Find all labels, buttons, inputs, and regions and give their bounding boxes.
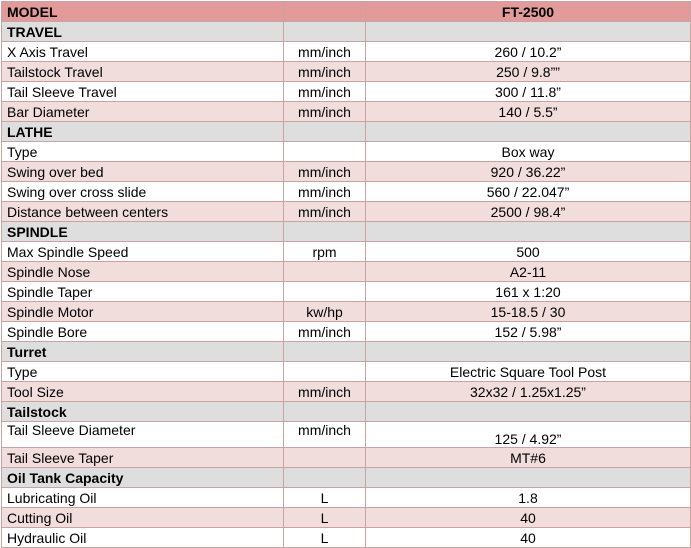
model-value: FT-2500: [366, 2, 691, 22]
section-title: Tailstock: [2, 402, 284, 422]
spec-unit: mm/inch: [284, 82, 366, 102]
spec-row: [2, 142, 691, 162]
spec-unit: mm/inch: [284, 102, 366, 122]
spec-unit: mm/inch: [284, 62, 366, 82]
spec-value: 300 / 11.8”: [366, 82, 691, 102]
spec-label: Spindle Taper: [2, 282, 284, 302]
spec-label: Bar Diameter: [2, 102, 284, 122]
spec-unit: [284, 262, 366, 282]
model-unit: [284, 2, 366, 22]
spec-value: 920 / 36.22”: [366, 162, 691, 182]
spec-value: 250 / 9.8””: [366, 62, 691, 82]
spec-value: 260 / 10.2”: [366, 42, 691, 62]
section-header-row: [2, 402, 691, 422]
spec-unit: mm/inch: [284, 182, 366, 202]
section-value-cell: [366, 402, 691, 422]
spec-row: [2, 322, 691, 342]
spec-value: 161 x 1:20: [366, 282, 691, 302]
spec-label: Tail Sleeve Diameter: [2, 422, 284, 448]
model-header-row: [2, 2, 691, 22]
section-value-cell: [366, 22, 691, 42]
spec-row: [2, 162, 691, 182]
spec-row: [2, 242, 691, 262]
spec-unit: mm/inch: [284, 202, 366, 222]
model-label: MODEL: [2, 2, 284, 22]
spec-label: Spindle Motor: [2, 302, 284, 322]
spec-label: Distance between centers: [2, 202, 284, 222]
spec-row: [2, 202, 691, 222]
section-header-row: [2, 222, 691, 242]
section-unit-cell: [284, 122, 366, 142]
section-value-cell: [366, 122, 691, 142]
spec-unit: mm/inch: [284, 42, 366, 62]
spec-label: Tool Size: [2, 382, 284, 402]
spec-label: Tail Sleeve Travel: [2, 82, 284, 102]
spec-label: Cutting Oil: [2, 508, 284, 528]
section-title: SPINDLE: [2, 222, 284, 242]
spec-unit: mm/inch: [284, 322, 366, 342]
spec-label: Max Spindle Speed: [2, 242, 284, 262]
spec-unit: [284, 362, 366, 382]
spec-row: [2, 62, 691, 82]
spec-row: [2, 422, 691, 448]
section-header-row: [2, 22, 691, 42]
spec-row: [2, 262, 691, 282]
spec-row: [2, 488, 691, 508]
spec-unit: L: [284, 508, 366, 528]
spec-label: Tail Sleeve Taper: [2, 448, 284, 468]
spec-unit: mm/inch: [284, 382, 366, 402]
spec-row: [2, 302, 691, 322]
section-title: LATHE: [2, 122, 284, 142]
spec-unit: kw/hp: [284, 302, 366, 322]
spec-label: Spindle Nose: [2, 262, 284, 282]
spec-value: 32x32 / 1.25x1.25”: [366, 382, 691, 402]
section-unit-cell: [284, 22, 366, 42]
spec-row: [2, 362, 691, 382]
section-header-row: [2, 468, 691, 488]
spec-value: 152 / 5.98”: [366, 322, 691, 342]
spec-row: [2, 282, 691, 302]
section-value-cell: [366, 468, 691, 488]
spec-row: [2, 382, 691, 402]
spec-table: [1, 1, 691, 548]
spec-row: [2, 182, 691, 202]
spec-row: [2, 42, 691, 62]
section-title: Turret: [2, 342, 284, 362]
section-value-cell: [366, 222, 691, 242]
spec-label: Swing over bed: [2, 162, 284, 182]
spec-value: 125 / 4.92”: [366, 422, 691, 448]
spec-label: Spindle Bore: [2, 322, 284, 342]
spec-value: 1.8: [366, 488, 691, 508]
section-unit-cell: [284, 342, 366, 362]
spec-unit: [284, 282, 366, 302]
spec-value: 2500 / 98.4”: [366, 202, 691, 222]
spec-label: Type: [2, 362, 284, 382]
spec-label: Swing over cross slide: [2, 182, 284, 202]
section-header-row: [2, 342, 691, 362]
spec-unit: mm/inch: [284, 422, 366, 448]
spec-value: 500: [366, 242, 691, 262]
spec-value: 40: [366, 508, 691, 528]
section-header-row: [2, 122, 691, 142]
spec-unit: rpm: [284, 242, 366, 262]
section-title: Oil Tank Capacity: [2, 468, 284, 488]
section-unit-cell: [284, 468, 366, 488]
spec-label: Tailstock Travel: [2, 62, 284, 82]
spec-value: A2-11: [366, 262, 691, 282]
section-unit-cell: [284, 402, 366, 422]
spec-unit: [284, 142, 366, 162]
spec-row: [2, 448, 691, 468]
spec-value: MT#6: [366, 448, 691, 468]
spec-value: Electric Square Tool Post: [366, 362, 691, 382]
section-value-cell: [366, 342, 691, 362]
spec-row: [2, 102, 691, 122]
section-unit-cell: [284, 222, 366, 242]
spec-value: 140 / 5.5”: [366, 102, 691, 122]
spec-row: [2, 508, 691, 528]
spec-table-body: [2, 2, 691, 548]
spec-unit: [284, 448, 366, 468]
spec-value: 560 / 22.047”: [366, 182, 691, 202]
spec-value: 15-18.5 / 30: [366, 302, 691, 322]
spec-row: [2, 82, 691, 102]
spec-unit: L: [284, 488, 366, 508]
spec-label: Type: [2, 142, 284, 162]
spec-label: Lubricating Oil: [2, 488, 284, 508]
spec-value: Box way: [366, 142, 691, 162]
spec-value: 40: [366, 528, 691, 548]
spec-unit: mm/inch: [284, 162, 366, 182]
section-title: TRAVEL: [2, 22, 284, 42]
spec-unit: L: [284, 528, 366, 548]
spec-label: X Axis Travel: [2, 42, 284, 62]
spec-label: Hydraulic Oil: [2, 528, 284, 548]
